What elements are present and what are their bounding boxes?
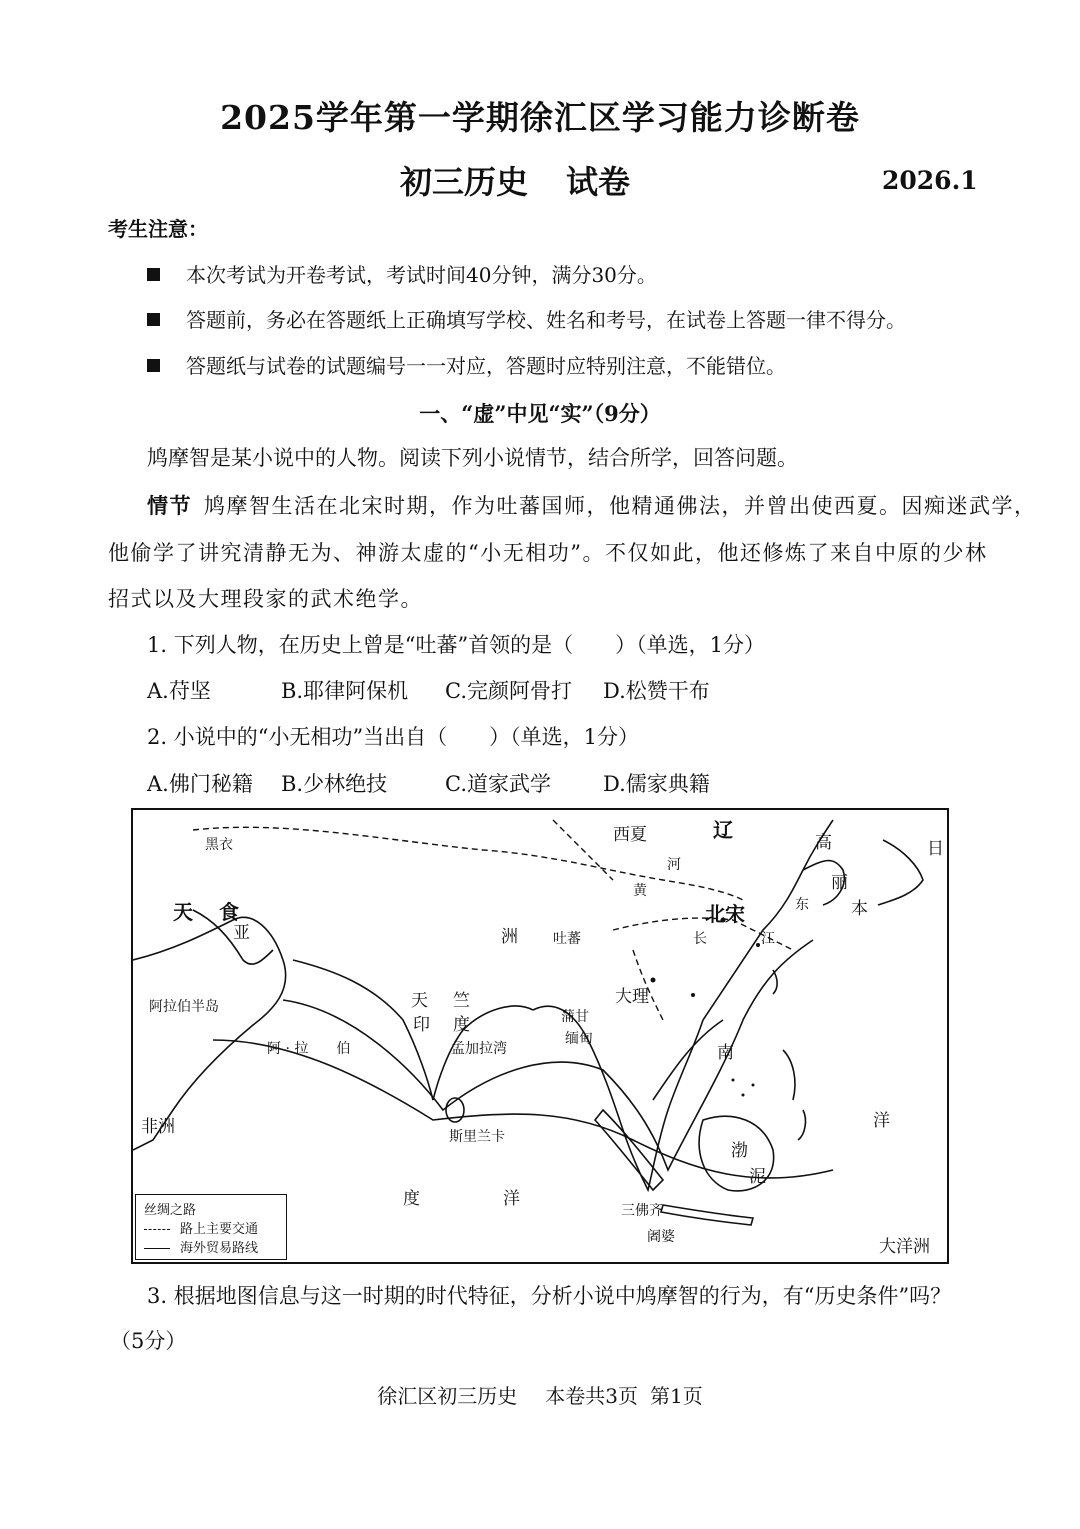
section-heading: 一、“虚”中见“实”（9分）	[419, 401, 661, 426]
question-3: 3. 根据地图信息与这一时期的时代特征，分析小说中鸠摩智的行为，有“历史条件”吗？	[147, 1284, 952, 1308]
map-label-gao: 高	[815, 833, 832, 853]
q1-option-a: A.苻坚	[147, 679, 211, 703]
map-label-jiang: 江	[761, 931, 775, 947]
map-label-pugan: 蒲甘	[561, 1009, 589, 1025]
question-1: 1. 下列人物，在历史上曾是“吐蕃”首领的是（ ）（单选，1分）	[147, 633, 766, 657]
solid-line-icon	[144, 1248, 170, 1249]
map-label-zhou: 洲	[501, 927, 518, 947]
map-label-ri: 日	[927, 839, 944, 859]
legend-silk-road: 丝绸之路	[144, 1203, 197, 1218]
exam-date: 2026.1	[882, 166, 978, 195]
map-label-pacific-yang: 洋	[873, 1111, 890, 1131]
map-label-dali: 大理	[615, 987, 649, 1007]
notice-item: 本次考试为开卷考试，考试时间40分钟，满分30分。	[147, 259, 657, 288]
map-label-ni: 泥	[749, 1167, 766, 1187]
map-label-shepo: 阇婆	[647, 1229, 675, 1245]
question-2: 2. 小说中的“小无相功”当出自（ ）（单选，1分）	[147, 725, 640, 749]
map-label-he: 河	[667, 857, 681, 873]
map-label-indian-ocean-yang: 洋	[503, 1189, 520, 1209]
q2-option-b: B.少林绝技	[281, 772, 388, 796]
map-label-bo: 渤	[731, 1141, 748, 1161]
land-route-silk-road	[193, 827, 743, 900]
notice-item: 答题纸与试卷的试题编号一一对应，答题时应特别注意，不能错位。	[147, 350, 786, 379]
map-legend	[135, 1194, 287, 1260]
map-label-liao: 辽	[713, 818, 733, 842]
map-label-huang: 黄	[633, 883, 647, 899]
map-label-dashi-2: 食	[219, 900, 239, 924]
map-label-bengal: 孟加拉湾	[451, 1041, 507, 1057]
map-label-arabian-sea: 阿 · 拉 伯	[267, 1041, 351, 1057]
map-label-dashi-1: 天	[173, 900, 193, 924]
map-label-tubo: 吐蕃	[553, 931, 581, 947]
map-label-tianzhu-1: 天	[411, 991, 428, 1011]
exam-title: 2025学年第一学期徐汇区学习能力诊断卷	[220, 98, 860, 137]
map-label-li: 丽	[831, 873, 848, 893]
subject-name: 初三历史	[400, 163, 529, 201]
map-label-xixia: 西夏	[613, 825, 647, 845]
page-footer	[0, 1380, 1080, 1409]
dashed-line-icon	[144, 1229, 170, 1230]
plot-line-3: 招式以及大理段家的武术绝学。	[108, 587, 423, 611]
notice-heading: 考生注意：	[108, 217, 208, 241]
plot-label: 情节	[147, 493, 192, 518]
plot-line-2: 他偷学了讲究清静无为、神游太虚的“小无相功”。不仅如此，他还修炼了来自中原的少林	[108, 541, 988, 565]
map-label-chang: 长	[693, 931, 707, 947]
map-label-heiyi: 黑衣	[205, 837, 233, 853]
map-label-africa: 非洲	[141, 1117, 175, 1137]
plot-line-1: 情节 鸠摩智生活在北宋时期，作为吐蕃国师，他精通佛法，并曾出使西夏。因痴迷武学，	[147, 493, 1037, 518]
paper-type: 试卷	[566, 163, 631, 201]
map-label-sanfoqi: 三佛齐	[621, 1203, 663, 1219]
q1-option-d: D.松赞干布	[603, 679, 710, 703]
map-label-tianzhu-2: 竺	[453, 991, 470, 1011]
q1-option-c: C.完颜阿骨打	[445, 679, 572, 703]
legend-land-route: 路上主要交通	[144, 1218, 258, 1237]
q1-option-b: B.耶律阿保机	[281, 679, 409, 703]
map-label-indian-ocean-du: 度	[403, 1189, 420, 1209]
island-philippines	[783, 1050, 805, 1140]
footer-page: 第1页	[650, 1384, 703, 1408]
map-label-nan: 南	[717, 1043, 734, 1063]
footer-subject: 徐汇区初三历史	[377, 1384, 518, 1408]
map-label-arabia: 阿拉伯半岛	[149, 999, 219, 1015]
question-3-score: （5分）	[110, 1329, 187, 1353]
map-label-miandian: 缅甸	[565, 1031, 593, 1047]
map-label-du: 度	[453, 1015, 470, 1035]
q2-option-c: C.道家武学	[445, 772, 551, 796]
map-label-beisong: 北宋	[705, 902, 745, 926]
map-label-ya: 亚	[233, 923, 250, 943]
bullet-square-icon	[147, 359, 160, 372]
bullet-square-icon	[147, 268, 160, 281]
coastline-japan	[878, 840, 923, 905]
q2-option-d: D.儒家典籍	[603, 772, 710, 796]
map-label-ben: 本	[851, 899, 868, 919]
coastline-southeast-asia	[533, 1006, 703, 1190]
exam-subtitle	[400, 157, 630, 203]
map-label-sri-lanka: 斯里兰卡	[449, 1129, 505, 1145]
map-label-oceania: 大洋洲	[879, 1237, 930, 1257]
map-label-yin: 印	[413, 1015, 430, 1035]
map-label-dong: 东	[795, 897, 809, 913]
song-era-trade-map	[131, 808, 949, 1264]
legend-sea-route: 海外贸易路线	[144, 1237, 258, 1256]
notice-item: 答题前，务必在答题纸上正确填写学校、姓名和考号，在试卷上答题一律不得分。	[147, 304, 906, 333]
island-java	[661, 1205, 753, 1225]
land-route-north	[553, 820, 613, 880]
bullet-square-icon	[147, 313, 160, 326]
footer-total: 本卷共3页	[545, 1384, 638, 1408]
section-intro: 鸠摩智是某小说中的人物。阅读下列小说情节，结合所学，回答问题。	[147, 446, 798, 470]
q2-option-a: A.佛门秘籍	[147, 772, 253, 796]
